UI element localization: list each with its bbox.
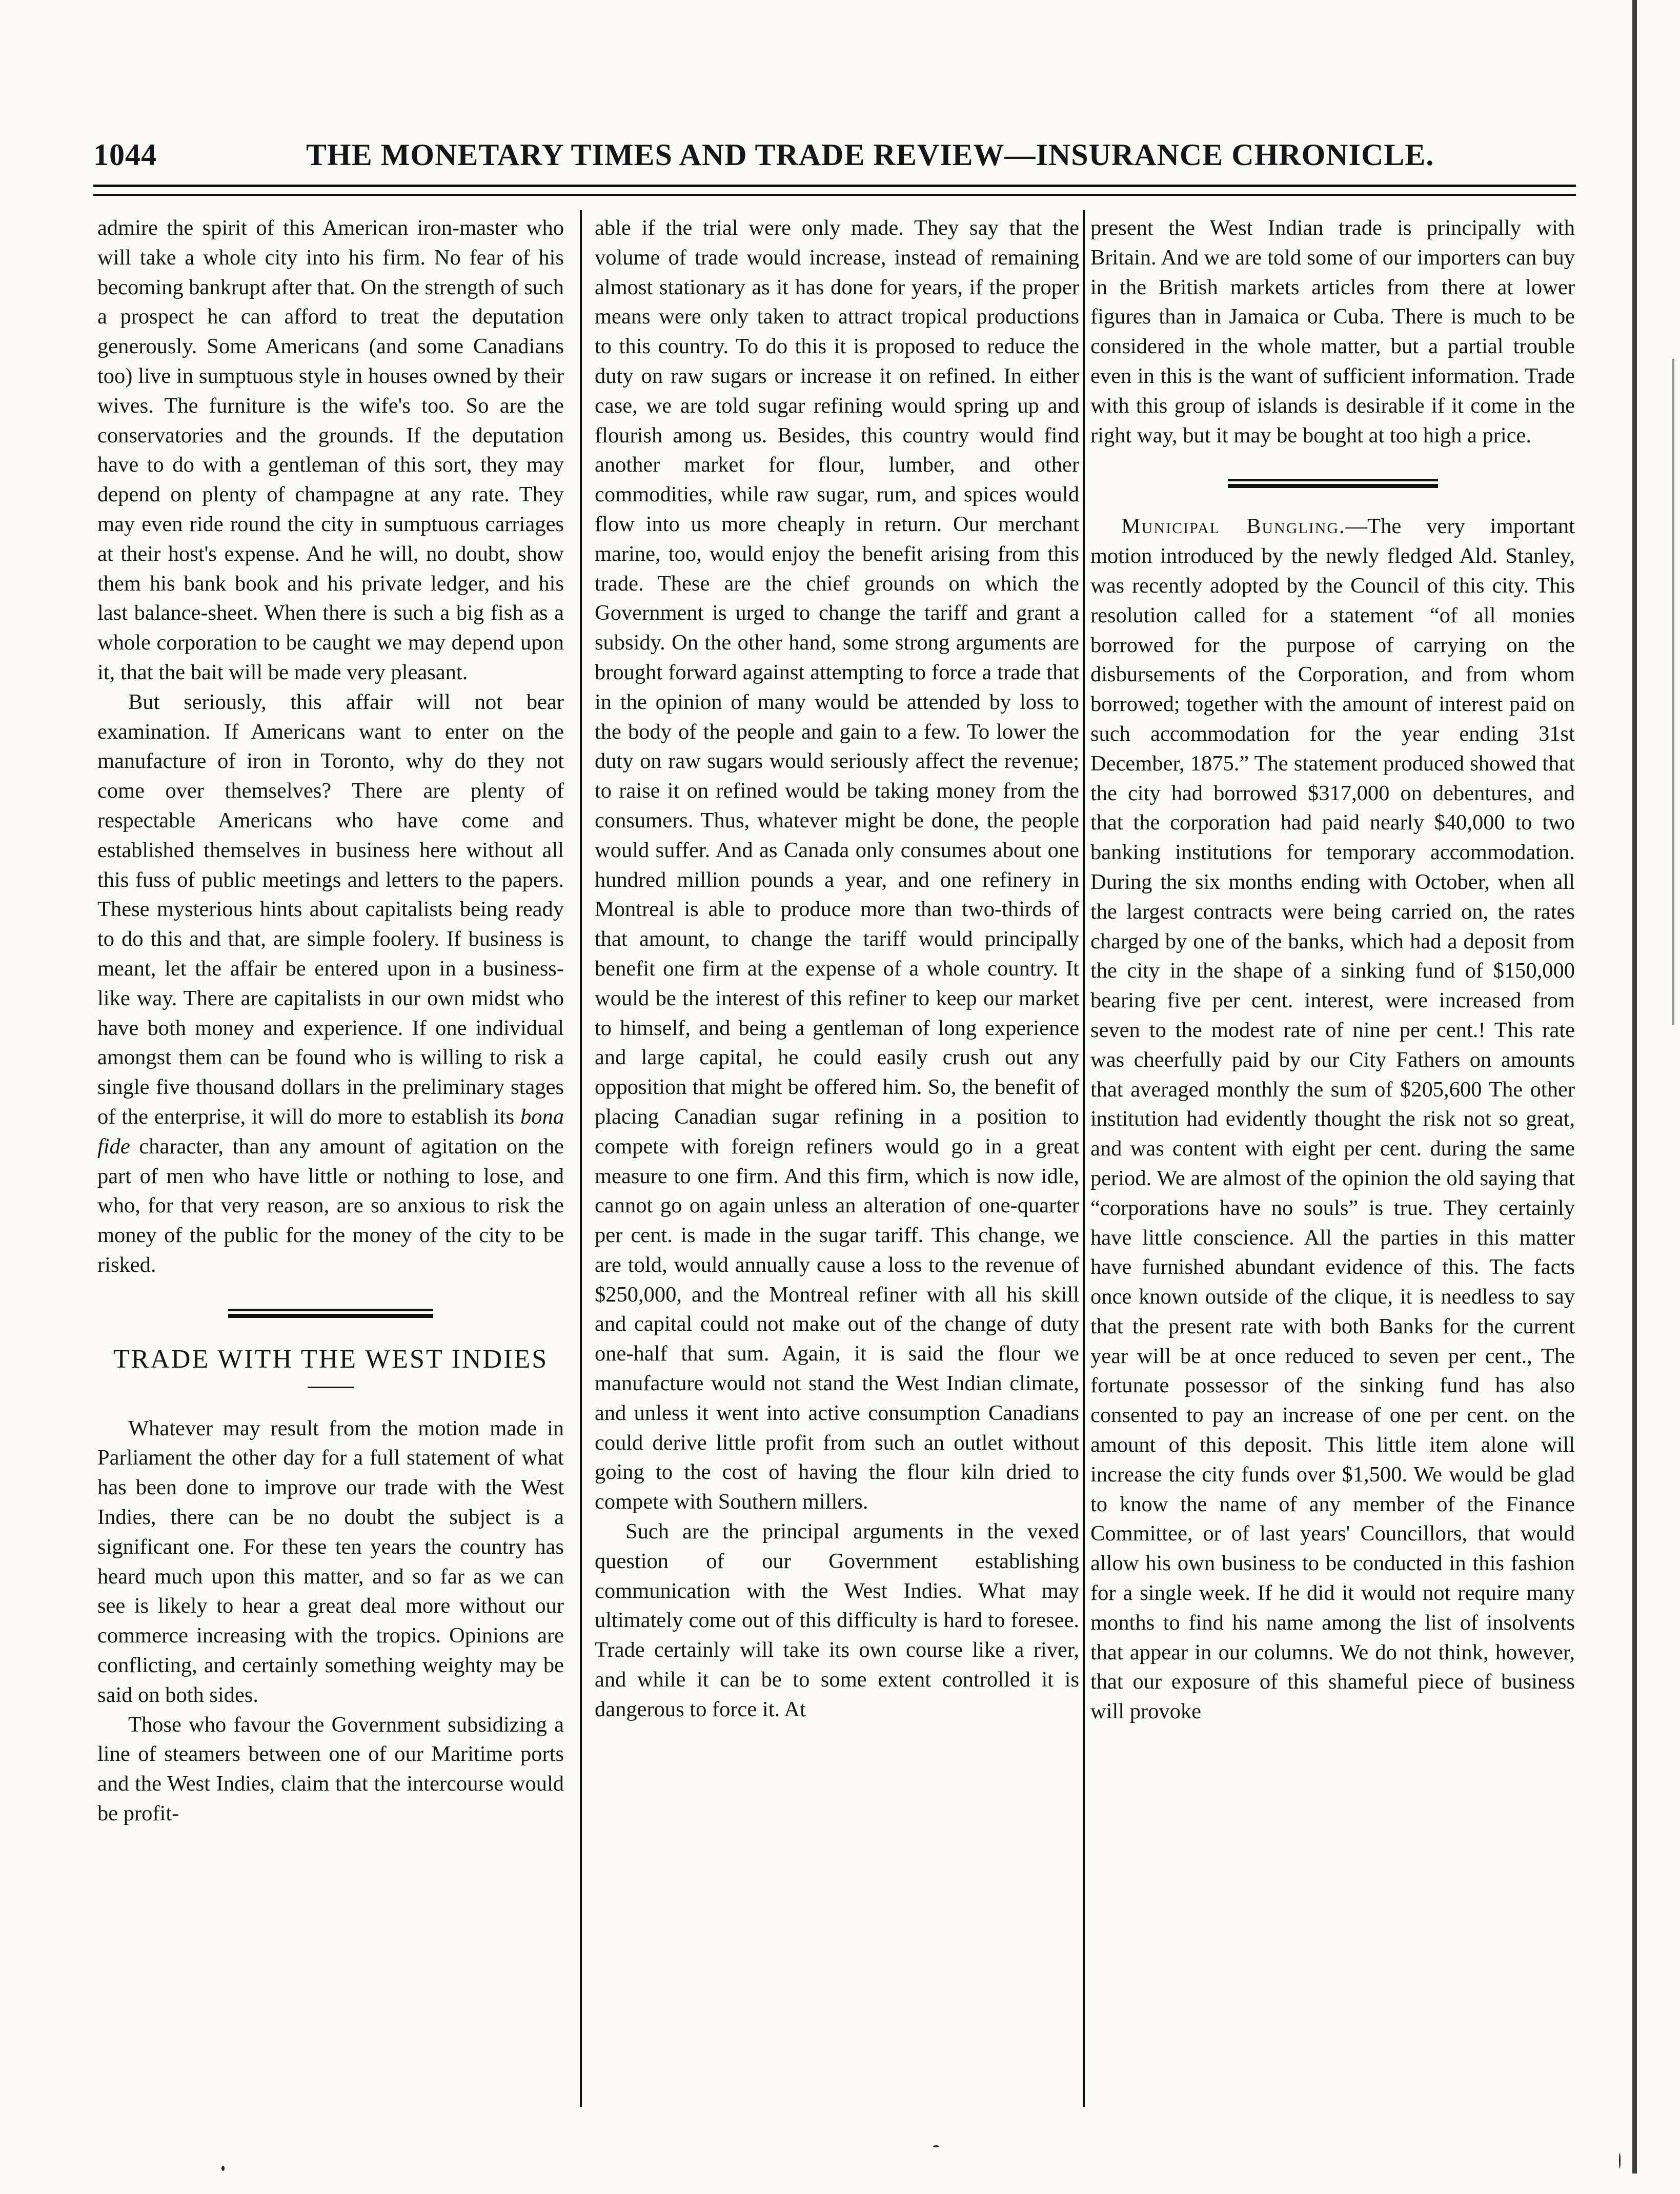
col2-paragraph-2: Such are the principal arguments in the vexed question of our Government establishing communication with the West Indies. What may ultimately come out of this difficulty is hard to foresee. Trade certainly will take its own course like a river, and while it can be to some extent controlled it is dangerous to force it. At: [595, 1519, 1079, 1721]
col3-paragraph-2: [1090, 512, 1575, 1726]
col2-paragraph-1: able if the trial were only made. They say that the volume of trade would increase, instead of remaining almost stationary as it has done for years, if the proper means were only taken to attract tropical productions to this country. To do this it is proposed to reduce the duty on raw sugars or increase it on refined. In either case, we are told sugar refining would spring up and flourish among us. Besides, this country would find another market for flour, lumber, and other commodities, while raw sugar, rum, and spices would flow into us more cheaply in return. Our merchant marine, too, would enjoy the benefit arising from this trade. These are the chief grounds on which the Government is urged to change the tariff and grant a subsidy. On the other hand, some strong arguments are brought forward against attempting to force a trade that in the opinion of many would be attended by loss to the body of the people and gain to a few. To lower the duty on raw sugars would seriously affect the revenue; to raise it on refined would be taking money from the consumers. Thus, whatever might be done, the people would suffer. And as Canada only consumes about one hundred million pounds a year, and one refinery in Montreal is able to produce more than two-thirds of that amount, to change the tariff would principally benefit one firm at the expense of a whole country. It would be the interest of this refiner to keep our market to himself, and being a gentleman of long experience and large capital, he could easily crush out any opposition that might be offered him. So, the benefit of placing Canadian sugar refining in a position to compete with foreign refiners would go in a great measure to one firm. And this firm, which is now idle, cannot go on again unless an alteration of one-quarter per cent. is made in the sugar tariff. This change, we are told, would annually cause a loss to the revenue of $250,000, and the Montreal refiner with all his skill and capital could not make out of the change of duty one-half that sum. Again, it is said the flour we manufacture would not stand the West Indian climate, and unless it went into active consumption Canadians could derive little profit from such an outlet without going to the cost of having the flour kiln dried to compete with Southern millers.: [595, 216, 1079, 1514]
col1-paragraph-1: admire the spirit of this American iron-master who will take a whole city into his firm. No fear of his becoming bankrupt after that. On the strength of such a prospect he can afford to treat the deputation generously. Some Americans (and some Canadians too) live in sumptuous style in houses owned by their wives. The furniture is the wife's too. So are the conservatories and the grounds. If the deputation have to do with a gentleman of this sort, they may depend on plenty of champagne at any rate. They may even ride round the city in sumptuous carriages at their host's expense. And he will, no doubt, show them his bank book and his private ledger, and his last balance-sheet. When there is such a big fish as a whole corporation to be caught we may depend upon it, that the bait will be made very pleasant.: [97, 216, 564, 684]
scan-speck: [933, 2145, 939, 2147]
scan-speck: [221, 2166, 225, 2171]
bona-fide-phrase: bona fide: [97, 1104, 564, 1159]
column-divider-1: [580, 210, 582, 2107]
scan-edge-line: [1632, 0, 1637, 2173]
section-separator-2: [1228, 479, 1438, 488]
col1-paragraph-2: [97, 687, 564, 1280]
col1-paragraph-4: Those who favour the Government subsidizing a line of steamers between one of our Maritime ports and the West Indies, claim that the intercourse would be profit-: [97, 1712, 564, 1826]
col1-paragraph-2-end: character, than any amount of agitation on the part of men who have little or nothing to lose, and who, for that very reason, are so anxious to risk the money of the public for the money of the city to be risked.: [97, 1134, 564, 1277]
col1-paragraph-3: Whatever may result from the motion made in Parliament the other day for a full statement of what has been done to improve our trade with the West Indies, there can be no doubt the subject is a significant one. For these ten years the country has heard much upon this matter, and so far as we can see is likely to hear a great deal more without our commerce increasing with the tropics. Opinions are conflicting, and certainly something weighty may be said on both sides.: [97, 1416, 564, 1707]
section-separator: [228, 1309, 433, 1318]
column-divider-2: [1083, 210, 1085, 2107]
column-2: [595, 213, 1079, 2143]
municipal-bungling-lead: Municipal Bungling.: [1121, 514, 1346, 539]
page-header: [93, 137, 1575, 178]
section-heading-west-indies: TRADE WITH THE WEST INDIES: [113, 1344, 549, 1374]
col3-paragraph-1: present the West Indian trade is principally with Britain. And we are told some of our importers can buy in the British markets articles from there at lower figures than in Jamaica or Cuba. There is much to be considered in the whole matter, but a partial trouble even in this is the want of sufficient information. Trade with this group of islands is desirable if it come in the right way, but it may be bought at too high a price.: [1090, 216, 1575, 448]
scan-speck: [1619, 2153, 1621, 2168]
page-number: 1044: [93, 138, 157, 172]
col3-paragraph-2-body: —The very important motion introduced by the newly fledged Ald. Stanley, was recently adopted by the Council of this city. This resolution called for a statement “of all monies borrowed for the purpose of carrying on the disbursements of the Corporation, and from whom borrowed; together with the amount of interest paid on such accommodation for the year ending 31st December, 1875.” The statement produced showed that the city had borrowed $317,000 on debentures, and that the corporation had paid nearly $40,000 to two banking institutions for temporary accommodation. During the six months ending with October, when all the largest contracts were being carried on, the rates charged by one of the banks, which had a deposit from the city in the shape of a sinking fund of $150,000 bearing five per cent. interest, were increased from seven to the modest rate of nine per cent.! This rate was cheerfully paid by our City Fathers on amounts that averaged monthly the sum of $205,600 The other institution had evidently thought the risk not so great, and was content with eight per cent. during the same period. We are almost of the opinion the old saying that “corporations have no souls” is true. They certainly have little conscience. All the parties in this matter have furnished abundant evidence of this. The facts once known outside of the clique, it is needless to say that the present rate with both Banks for the current year will be at once reduced to seven per cent., The fortunate possessor of the sinking fund has also consented to pay an increase of one per cent. on the amount of this deposit. This little item alone will increase the city funds over $1,500. We would be glad to know the name of any member of the Finance Committee, or of last years' Councillors, that would allow his own business to be conducted in this fashion for a single week. If he did it would not require many months to find his name among the list of insolvents that appear in our columns. We do not think, however, that our exposure of this shameful piece of business will provoke: [1090, 514, 1575, 1724]
scan-edge-line-secondary: [1672, 359, 1674, 1025]
running-title: THE MONETARY TIMES AND TRADE REVIEW—INSURANCE CHRONICLE.: [306, 138, 1434, 172]
col1-paragraph-2-start: But seriously, this affair will not bear examination. If Americans want to enter on the manufacture of iron in Toronto, why do they not come over themselves? There are plenty of respectable Americans who have come and established themselves in business here without all this fuss of public meetings and letters to the papers. These mysterious hints about capitalists being ready to do this and that, are simple foolery. If business is meant, let the affair be entered upon in a business-like way. There are capitalists in our own midst who have both money and experience. If one individual amongst them can be found who is willing to risk a single five thousand dollars in the preliminary stages of the enterprise, it will do more to establish its: [97, 689, 564, 1129]
column-1: [97, 213, 564, 2143]
header-rule-top: [93, 185, 1576, 187]
heading-short-rule: [308, 1387, 354, 1388]
column-3: [1090, 213, 1575, 2143]
header-rule-bottom: [93, 194, 1576, 196]
